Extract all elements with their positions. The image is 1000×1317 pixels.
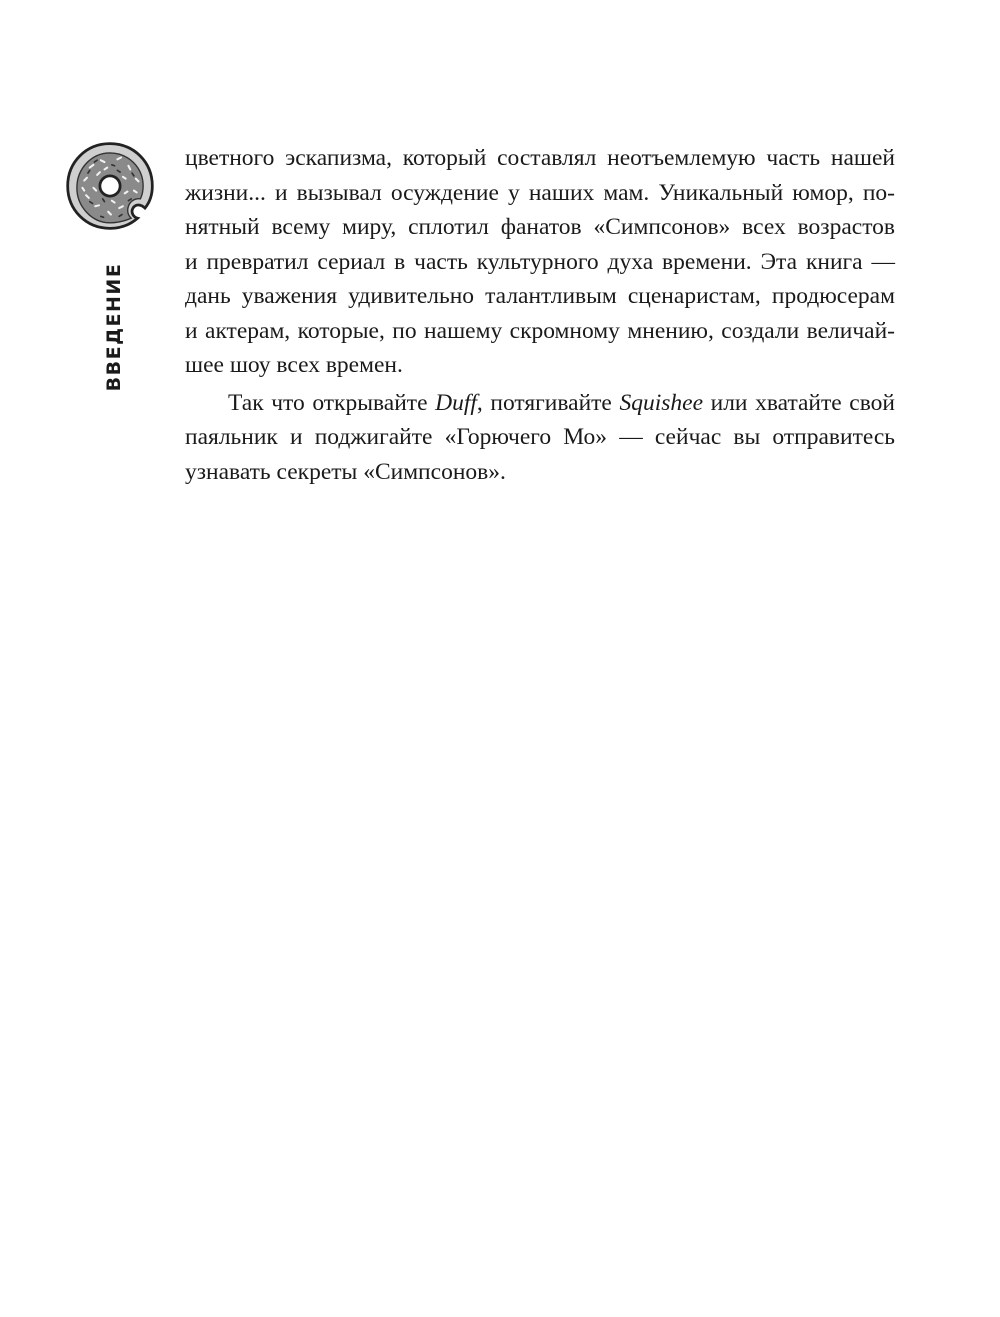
text-run: или хватайте свой — [703, 389, 896, 416]
text-line: паяльник и поджигайте «Горючего Мо» — сейчас вы отправитесь — [185, 424, 895, 450]
paragraph-1 — [185, 141, 895, 383]
text-line: и актерам, которые, по нашему скромному мнению, создали величай- — [185, 317, 895, 344]
brand-squishee: Squishee — [619, 389, 704, 416]
text-line: и превратил сериал в часть культурного духа времени. Эта книга — — [185, 248, 895, 275]
text-line: жизни... и вызывал осуждение у наших мам. Уникальный юмор, по- — [185, 179, 895, 206]
text-line: дань уважения удивительно талантливым сценаристам, продюсерам — [185, 283, 895, 309]
text-line: шее шоу всех времен. — [185, 352, 403, 378]
text-run: , потягивайте — [476, 389, 620, 416]
brand-duff: Duff — [435, 389, 477, 416]
text-run: Так что открывайте — [228, 389, 436, 416]
text-line — [185, 386, 895, 421]
text-line: узнавать секреты «Симпсонов». — [185, 458, 506, 485]
text-line: цветного эскапизма, который составлял неотъемлемую часть нашей — [185, 145, 895, 171]
donut-icon — [64, 140, 156, 232]
text-line: нятный всему миру, сплотил фанатов «Симпсонов» всех возрастов — [185, 214, 895, 240]
section-label: ВВЕДЕНИЕ — [103, 262, 125, 392]
body-text — [185, 141, 895, 489]
paragraph-2 — [185, 386, 895, 490]
